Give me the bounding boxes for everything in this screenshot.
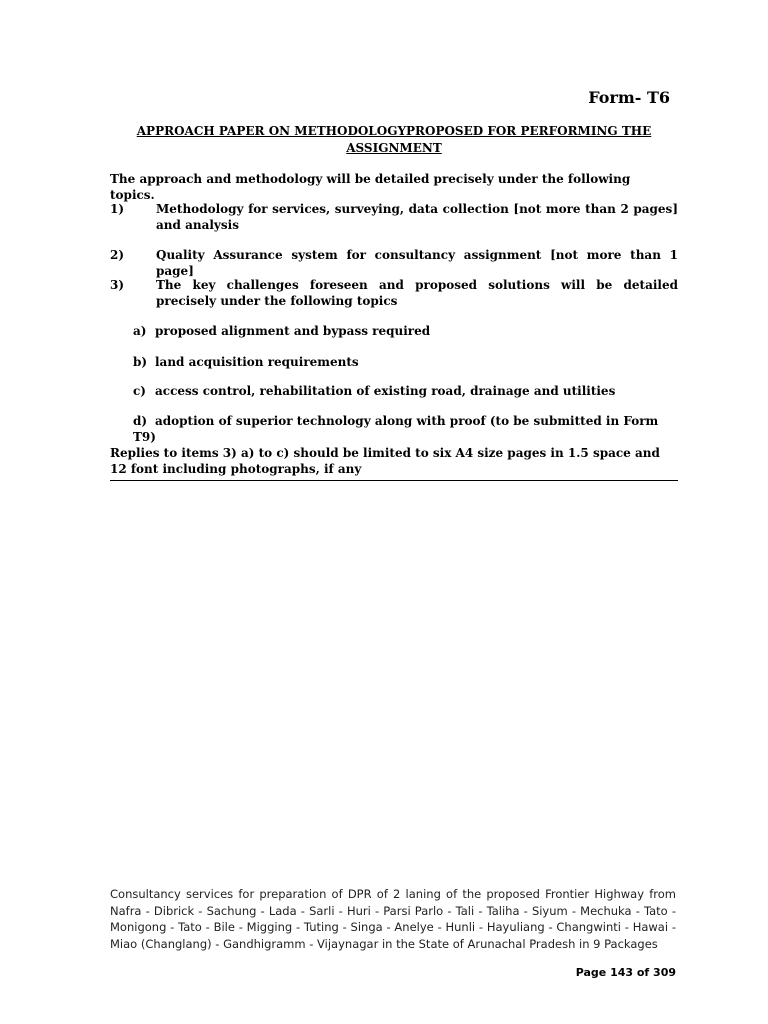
sub-item-text: adoption of superior technology along with proof (to be submitted in Form T9) [133,414,659,444]
sub-item-letter: b) [133,355,148,369]
footer-project-description: Consultancy services for preparation of DPR of 2 laning of the proposed Frontier Highway from Nafra - Dibrick - Sachung - Lada - Sarli - Huri - Parsi Parlo - Tali - Taliha - Siyum - Mechuka - Tato - Monigong - Tato - Bile - Migging - Tuting - Singa - Anelye - Hunli - Hayuliang - Changwinti - Hawai - Miao (Changlang) - Gandhigramm - Vijaynagar in the State of Arunachal Pradesh in 9 Packages [110,887,676,951]
sub-item-letter: c) [133,384,146,398]
list-item-1 [110,201,678,233]
sub-item-text: proposed alignment and bypass required [155,324,431,338]
list-item-2 [110,247,678,279]
page-title: APPROACH PAPER ON METHODOLOGYPROPOSED FOR PERFORMING THE ASSIGNMENT [136,124,652,155]
replies-note: Replies to items 3) a) to c) should be limited to six A4 size pages in 1.5 space and 12 font including photographs, if any [110,445,678,481]
item-text: The key challenges foreseen and proposed solutions will be detailed precisely under the following topics [156,278,678,308]
form-code: Form- T6 [588,88,670,107]
intro-text: The approach and methodology will be detailed precisely under the following topics. [110,172,631,202]
item-number: 3) [110,278,125,292]
sub-item-c [133,383,678,399]
item-text: Methodology for services, surveying, data collection [not more than 2 pages] and analysis [156,202,678,232]
item-number: 2) [110,248,125,262]
sub-item-text: land acquisition requirements [155,355,359,369]
list-item-3 [110,277,678,309]
sub-item-d [133,413,678,445]
page-number: Page 143 of 309 [575,966,676,979]
sub-item-text: access control, rehabilitation of existing road, drainage and utilities [155,384,616,398]
item-text: Quality Assurance system for consultancy assignment [not more than 1 page] [156,248,678,278]
sub-item-letter: a) [133,324,147,338]
sub-item-b [133,354,678,370]
sub-item-letter: d) [133,414,148,428]
sub-item-a [133,323,678,339]
item-number: 1) [110,202,125,216]
